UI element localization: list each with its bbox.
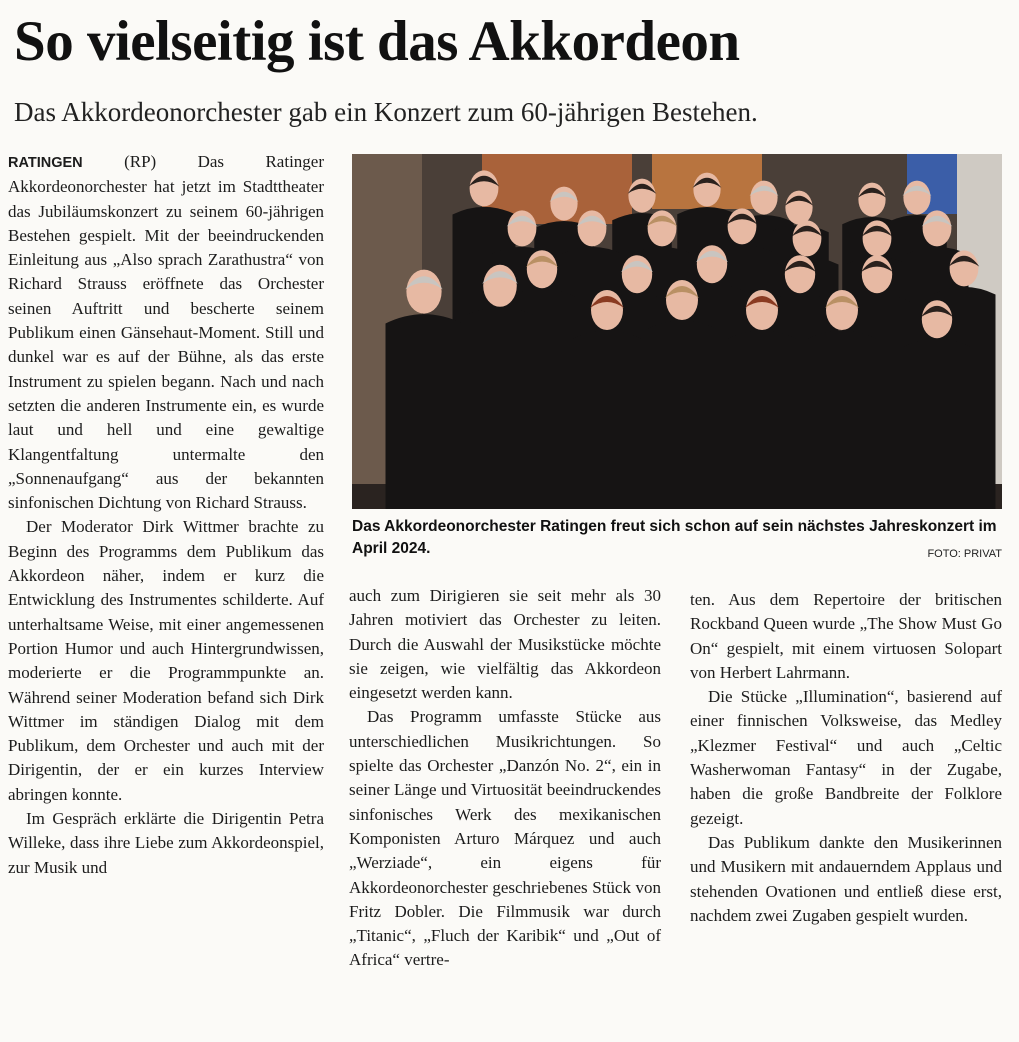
article-column-2 [349,584,661,973]
person-face [793,220,822,256]
person-face [527,250,557,288]
person-face [728,208,757,244]
person-face [648,210,677,246]
person-face [483,265,517,307]
person-body [904,339,971,509]
paragraph: ten. Aus dem Repertoire der britischen Rockband Queen wurde „The Show Must Go On“ gespielt, mit einem virtuosen Solopart von Herbert Lahrmann. [690,590,1002,682]
person-body [572,331,642,510]
paragraph [8,150,324,515]
article-column-1 [8,150,324,880]
dateline: RATINGEN [8,155,83,171]
paragraph: Der Moderator Dirk Wittmer brachte zu Beginn des Programms dem Publikum das Akkordeon näher, indem er kurz die Entwicklung des Instrumentes schilderte. Auf unterhaltsame Weise, mit einer angemessenen Portion Humor und auch Hintergrundwissen, moderierte er die Programmpunkte an. Während seiner Moderation befand sich Dirk Wittmer im ständigen Dialog mit dem Publikum, dem Orchester und auch mit der Dirigentin, der er ein kurzes Interview abringen konnte. [8,517,324,804]
group-photo [352,154,1002,509]
person-face [622,255,652,293]
paragraph: Im Gespräch erklärte die Dirigentin Petra Willeke, dass ihre Liebe zum Akkordeonspiel, zur Musik und [8,809,324,877]
person-face [508,210,537,246]
paragraph: Die Stücke „Illumination“, basierend auf einer finnischen Volksweise, das Medley „Klezmer Festival“ und auch „Celtic Washerwoman Fantasy“ in der Zugabe, haben die große Bandbreite der Folklore gezeigt. [690,687,1002,828]
orchestra-group-photo-illustration [352,154,1002,509]
dateline-source: (RP) [124,152,157,171]
person-face [862,255,892,293]
paragraph: auch zum Dirigieren sie seit mehr als 30 Jahren motiviert das Orchester zu leiten. Durch die Auswahl der Musikstücke möchte sie zeigen, wie vielfältig das Akkordeon eingesetzt werden kann. [349,586,661,703]
paragraph: Das Publikum dankte den Musikerinnen und Musikern mit andauerndem Applaus und stehenden Ovationen und entließ diese erst, nachdem zwei Zugaben gespielt wurden. [690,832,1002,925]
person-face [470,170,499,206]
person-body [727,331,797,510]
person-face [923,210,952,246]
person-body [463,307,537,509]
photo-credit: FOTO: PRIVAT [927,548,1002,560]
paragraph-text: Das Ratinger Akkordeonorchester hat jetzt im Stadttheater das Jubiläumskonzert zu seinem 60-jährigen Bestehen gespielt. Mit der beeindruckenden Einleitung aus „Also sprach Zarathustra“ von Richard Strauss eröffnete das Orchester seinen Auftritt und bescherte seinem Publikum einen Gänsehaut-Moment. Still und dunkel war es auf der Bühne, als das erste Instrument zu spielen begann. Nach und nach setzten die anderen Instrumente ein, es wurde laut und hell und eine gewaltige Klangentfaltung untermalte den „Sonnenaufgang“ aus der bekannten sinfonischen Dichtung von Richard Strauss. [8,152,325,513]
person-face [785,255,815,293]
person-body [386,314,463,509]
paragraph: Das Programm umfasste Stücke aus unterschiedlichen Musikrichtungen. So spielte das Orchester „Danzón No. 2“, ein in seiner Länge und Virtuosität beeindruckendes sinfonisches Werk des mexikanischen Komponisten Arturo Márquez und auch „Werziade“, ein eigens für Akkordeonorchester geschriebenes Stück von Fritz Dobler. Die Filmmusik war durch „Titanic“, „Fluch der Karibik“ und „Out of Africa“ vertre- [349,707,661,970]
person-body [807,331,877,510]
person-face [863,220,892,256]
person-face [950,250,979,286]
article-column-3 [690,588,1002,928]
person-body [647,321,717,510]
photo-caption: Das Akkordeonorchester Ratingen freut sich schon auf sein nächstes Jahreskonzert im April 2024. [352,518,997,557]
person-face [578,210,607,246]
subheadline: Das Akkordeonorchester gab ein Konzert zum 60-jährigen Bestehen. [14,97,758,127]
headline: So vielseitig ist das Akkordeon [14,10,740,73]
person-face [697,245,727,283]
